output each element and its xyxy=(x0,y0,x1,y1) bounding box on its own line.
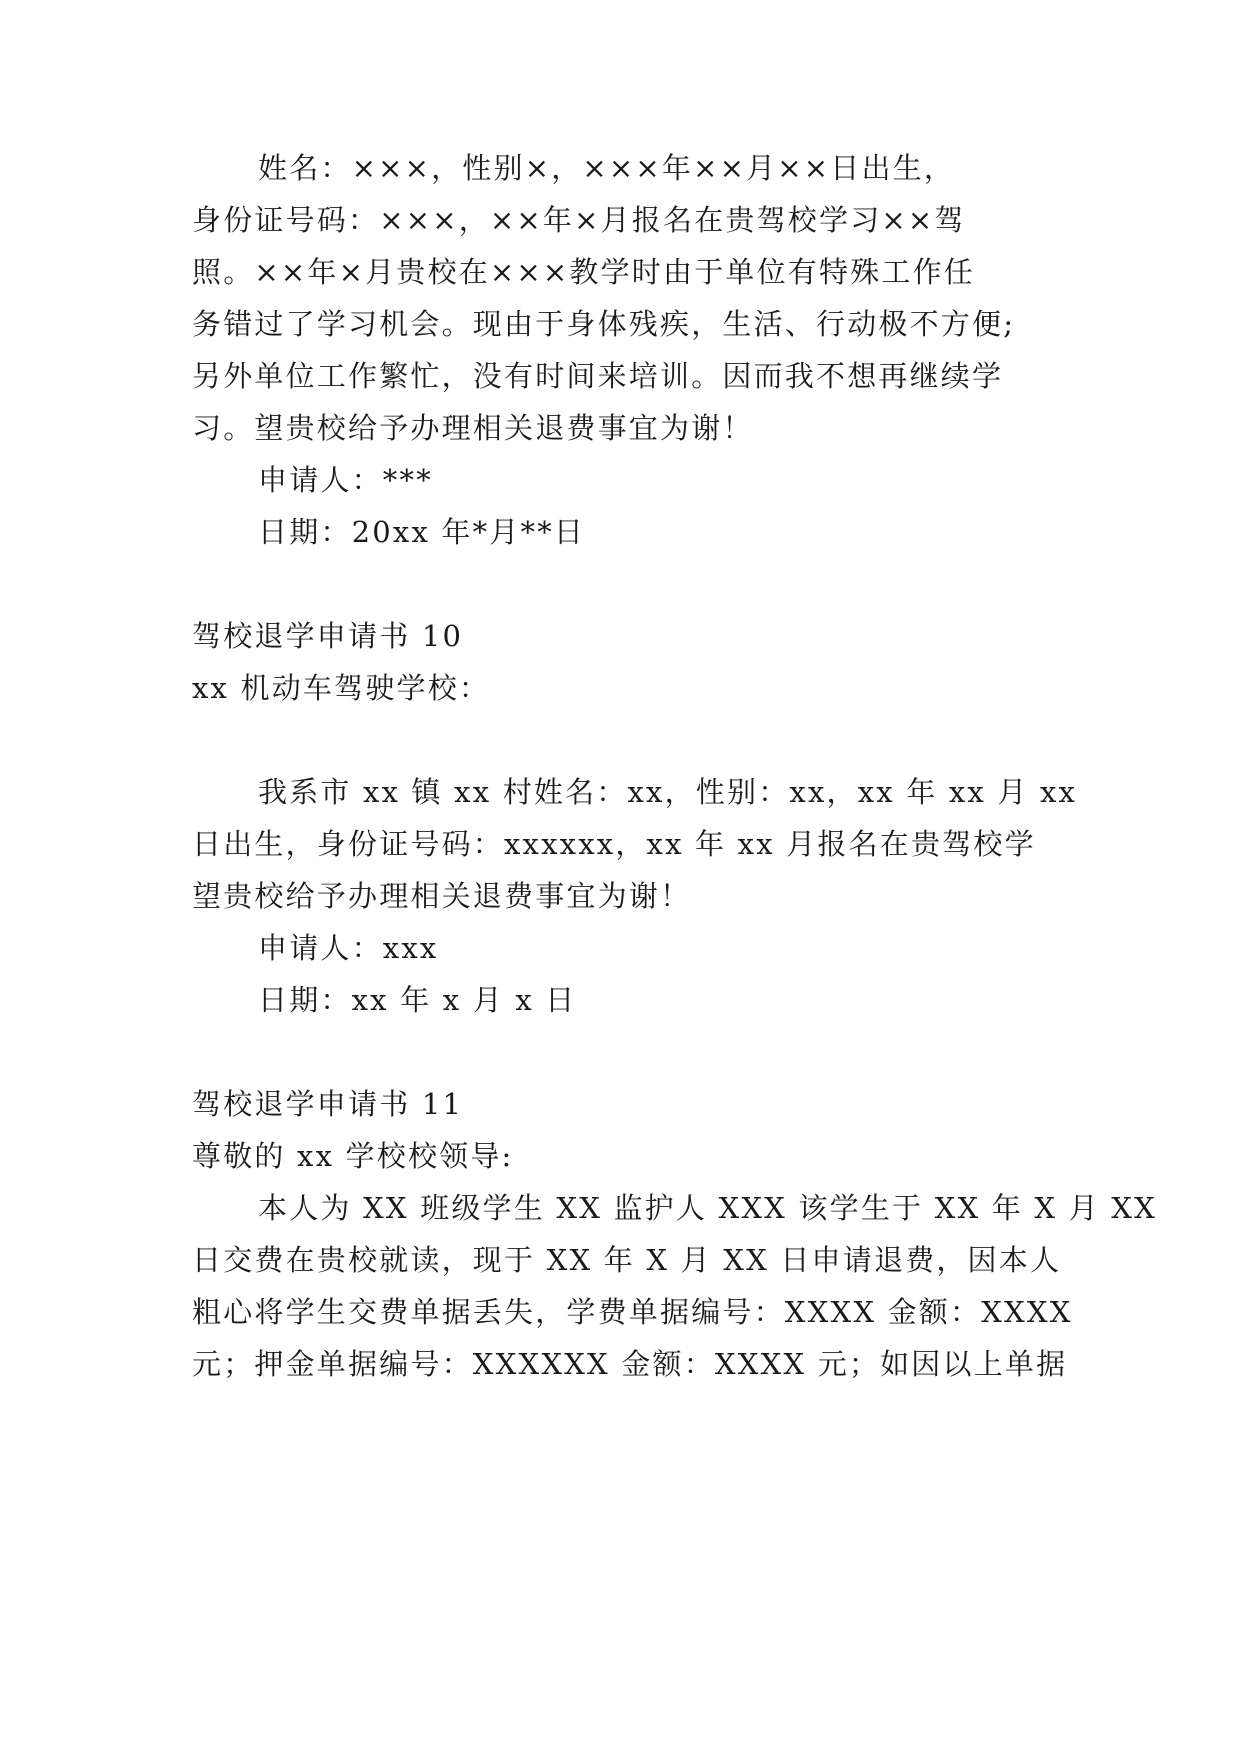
paragraph-line: 元；押金单据编号：XXXXXX 金额：XXXX 元；如因以上单据 xyxy=(192,1347,1068,1381)
section-title: 驾校退学申请书 10 xyxy=(192,619,464,653)
section-title: 驾校退学申请书 11 xyxy=(192,1087,464,1121)
paragraph-line: 身份证号码：×××，××年×月报名在贵驾校学习××驾 xyxy=(192,203,966,237)
applicant-line: 申请人：*** xyxy=(258,463,433,497)
salutation: xx 机动车驾驶学校： xyxy=(192,671,491,705)
paragraph-line: 另外单位工作繁忙，没有时间来培训。因而我不想再继续学 xyxy=(192,359,1004,393)
date-line: 日期：xx 年 x 月 x 日 xyxy=(258,983,577,1017)
applicant-line: 申请人：xxx xyxy=(258,931,439,965)
paragraph-line: 粗心将学生交费单据丢失，学费单据编号：XXXX 金额：XXXX xyxy=(192,1295,1073,1329)
paragraph-line: 日出生，身份证号码：xxxxxx，xx 年 xx 月报名在贵驾校学 xyxy=(192,827,1036,861)
paragraph-line: 照。××年×月贵校在×××教学时由于单位有特殊工作任 xyxy=(192,255,975,289)
paragraph-line: 我系市 xx 镇 xx 村姓名：xx，性别：xx，xx 年 xx 月 xx xyxy=(258,775,1078,809)
paragraph-line: 日交费在贵校就读，现于 XX 年 X 月 XX 日申请退费，因本人 xyxy=(192,1243,1062,1277)
paragraph-line: 望贵校给予办理相关退费事宜为谢！ xyxy=(192,879,692,913)
paragraph-line: 务错过了学习机会。现由于身体残疾，生活、行动极不方便; xyxy=(192,307,1016,341)
salutation: 尊敬的 xx 学校校领导: xyxy=(192,1139,514,1173)
paragraph-line: 姓名：×××，性别×，×××年××月××日出生， xyxy=(258,151,956,185)
paragraph-line: 习。望贵校给予办理相关退费事宜为谢！ xyxy=(192,411,754,445)
date-line: 日期：20xx 年*月**日 xyxy=(258,515,586,549)
paragraph-line: 本人为 XX 班级学生 XX 监护人 XXX 该学生于 XX 年 X 月 XX xyxy=(258,1191,1157,1225)
